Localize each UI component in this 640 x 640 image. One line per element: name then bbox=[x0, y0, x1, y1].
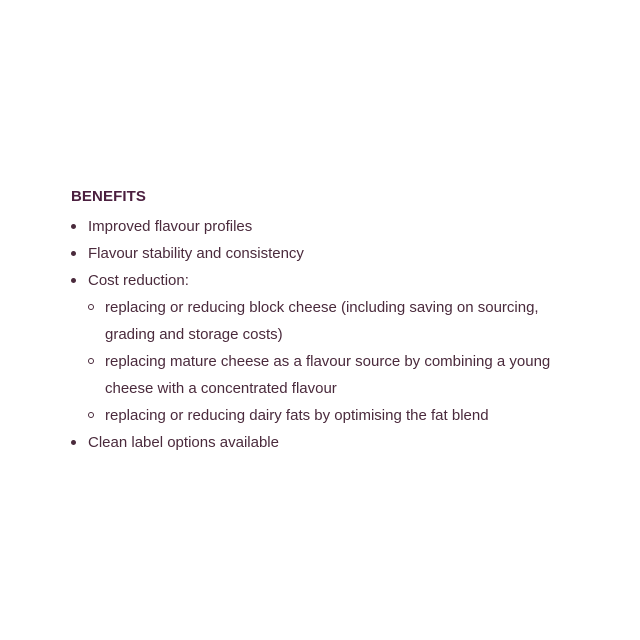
benefits-list bbox=[71, 213, 591, 456]
bullet-icon bbox=[71, 251, 76, 256]
hollow-bullet-icon bbox=[88, 412, 94, 418]
hollow-bullet-icon bbox=[88, 304, 94, 310]
sub-list-item-text: replacing mature cheese as a flavour source by combining a young cheese with a concentrated flavour bbox=[105, 353, 551, 397]
sub-list-item-text: replacing or reducing block cheese (including saving on sourcing, grading and storage costs) bbox=[105, 299, 539, 343]
list-item bbox=[71, 213, 591, 240]
list-item bbox=[71, 267, 591, 429]
hollow-bullet-icon bbox=[88, 358, 94, 364]
sub-list-item bbox=[88, 402, 591, 429]
list-item-text: Flavour stability and consistency bbox=[88, 245, 304, 262]
bullet-icon bbox=[71, 278, 76, 283]
sub-list-item bbox=[88, 294, 591, 348]
list-item bbox=[71, 240, 591, 267]
list-item-text: Cost reduction: bbox=[88, 272, 189, 289]
list-item-text: Improved flavour profiles bbox=[88, 218, 253, 235]
section-heading: BENEFITS bbox=[71, 188, 146, 205]
bullet-icon bbox=[71, 440, 76, 445]
cost-reduction-sublist bbox=[88, 294, 591, 429]
sub-list-item-text: replacing or reducing dairy fats by optimising the fat blend bbox=[105, 407, 489, 424]
list-item bbox=[71, 429, 591, 456]
bullet-icon bbox=[71, 224, 76, 229]
benefits-section bbox=[71, 188, 591, 456]
list-item-text: Clean label options available bbox=[88, 434, 279, 451]
sub-list-item bbox=[88, 348, 591, 402]
